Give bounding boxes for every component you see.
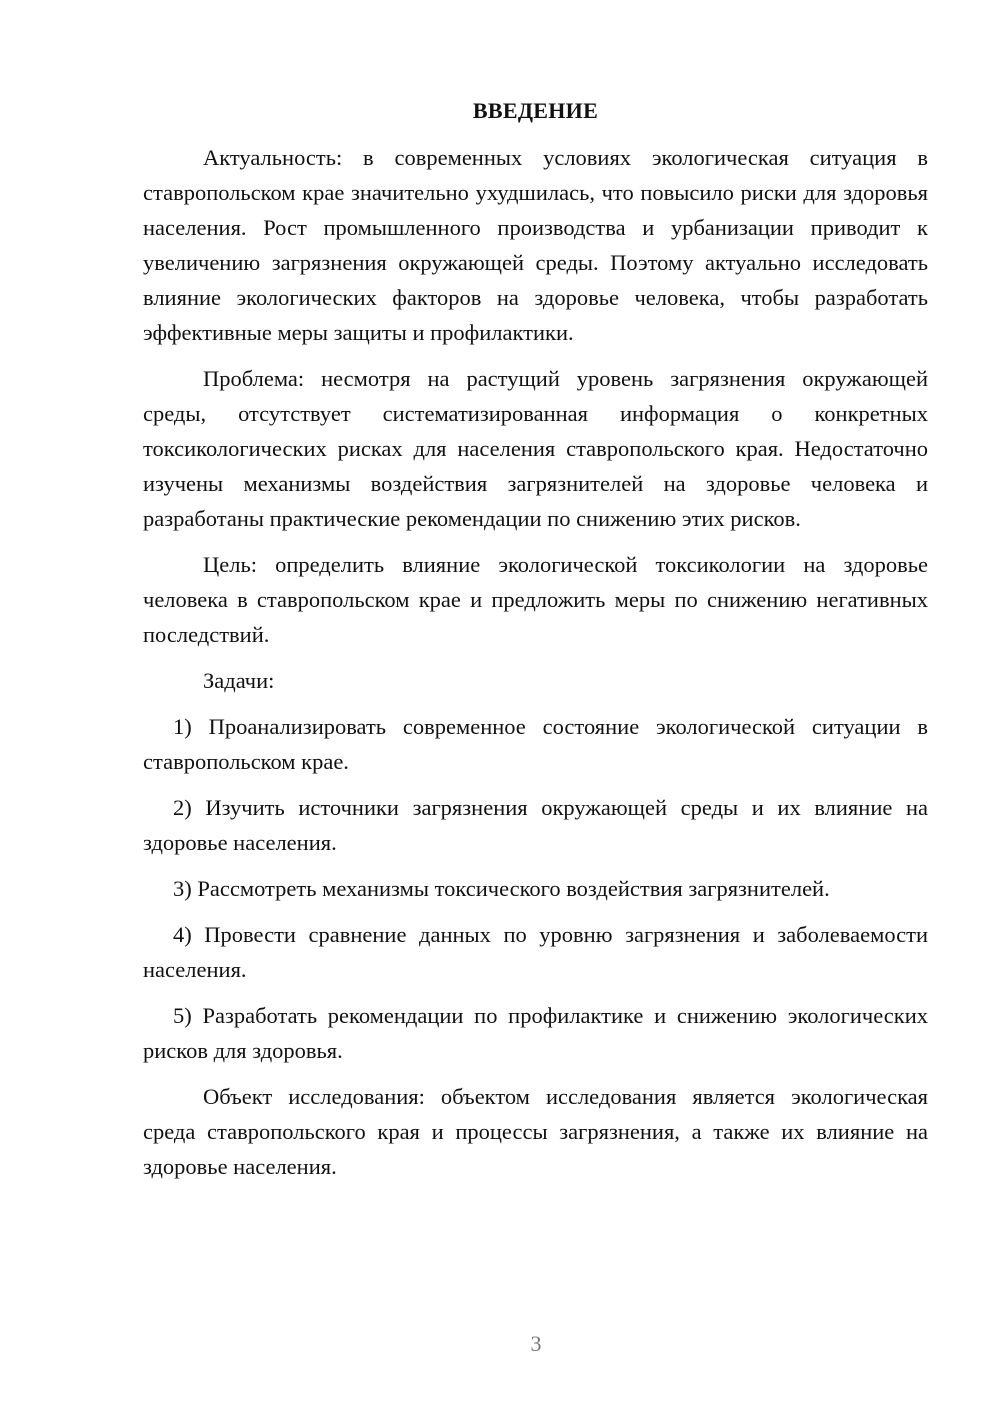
document-page — [143, 94, 928, 1195]
problem-paragraph: Проблема: несмотря на растущий уровень загрязнения окружающей среды, отсутствует систематизированная информация о конкретных токсикологических рисках для населения ставропольского края. Недостаточно изучены механизмы воздействия загрязнителей на здоровье человека и разработаны практические рекомендации по снижению этих рисков. — [143, 366, 928, 531]
page-number: 3 — [530, 1331, 542, 1356]
task-item-3: 3) Рассмотреть механизмы токсического воздействия загрязнителей. — [173, 876, 830, 901]
relevance-paragraph: Актуальность: в современных условиях экологическая ситуация в ставропольском крае значительно ухудшилась, что повысило риски для здоровья населения. Рост промышленного производства и урбанизации приводит к увеличению загрязнения окружающей среды. Поэтому актуально исследовать влияние экологических факторов на здоровье человека, чтобы разработать эффективные меры защиты и профилактики. — [143, 145, 928, 345]
goal-paragraph: Цель: определить влияние экологической токсикологии на здоровье человека в ставропольском крае и предложить меры по снижению негативных последствий. — [143, 552, 928, 647]
task-item-5: 5) Разработать рекомендации по профилактике и снижению экологических рисков для здоровья. — [143, 1003, 928, 1063]
page-title: ВВЕДЕНИЕ — [472, 98, 599, 123]
task-item-4: 4) Провести сравнение данных по уровню загрязнения и заболеваемости населения. — [143, 922, 928, 982]
object-paragraph: Объект исследования: объектом исследования является экологическая среда ставропольского края и процессы загрязнения, а также их влияние на здоровье населения. — [143, 1084, 928, 1179]
task-item-1: 1) Проанализировать современное состояние экологической ситуации в ставропольском крае. — [143, 714, 928, 774]
task-item-2: 2) Изучить источники загрязнения окружающей среды и их влияние на здоровье населения. — [143, 795, 928, 855]
tasks-label: Задачи: — [203, 668, 275, 693]
